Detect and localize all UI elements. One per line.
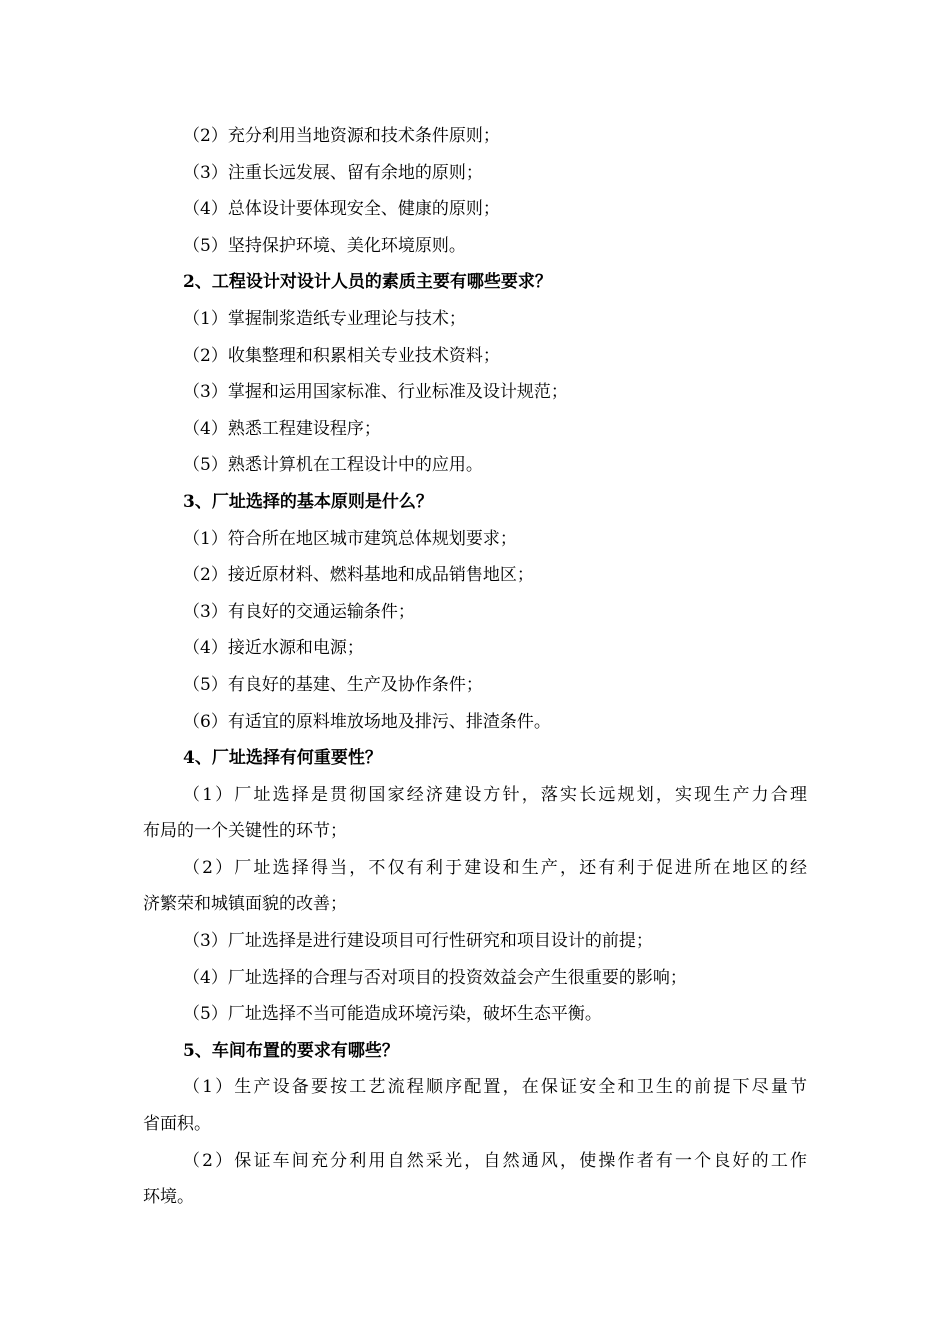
section-heading: 4、厂址选择有何重要性？ <box>183 748 382 769</box>
list-item: （4）接近水源和电源； <box>183 638 364 659</box>
section-heading: 3、厂址选择的基本原则是什么？ <box>183 491 433 512</box>
list-item: （2）接近原材料、燃料基地和成品销售地区； <box>183 565 534 586</box>
section-heading: 5、车间布置的要求有哪些？ <box>183 1040 399 1061</box>
list-item: （3）有良好的交通运输条件； <box>183 601 415 622</box>
list-item: （4）熟悉工程建设程序； <box>183 418 381 439</box>
paragraph-line: （1）厂址选择是贯彻国家经济建设方针，落实长远规划，实现生产力合理 <box>183 784 807 805</box>
document-page <box>143 118 807 1216</box>
list-item: （5）坚持保护环境、美化环境原则。 <box>183 235 466 256</box>
list-item: （3）掌握和运用国家标准、行业标准及设计规范； <box>183 382 568 403</box>
list-item: （6）有适宜的原料堆放场地及排污、排渣条件。 <box>183 711 551 732</box>
list-item: （3）厂址选择是进行建设项目可行性研究和项目设计的前提； <box>183 931 653 952</box>
paragraph-line: （2）厂址选择得当，不仅有利于建设和生产，还有利于促进所在地区的经 <box>183 857 807 878</box>
paragraph-line: 布局的一个关键性的环节； <box>143 821 347 842</box>
paragraph-line: （1）生产设备要按工艺流程顺序配置，在保证安全和卫生的前提下尽量节 <box>183 1077 807 1098</box>
section-heading: 2、工程设计对设计人员的素质主要有哪些要求？ <box>183 272 552 293</box>
paragraph-line: 省面积。 <box>143 1114 211 1135</box>
list-item: （4）总体设计要体现安全、健康的原则； <box>183 199 500 220</box>
paragraph-line: （2）保证车间充分利用自然采光，自然通风，使操作者有一个良好的工作 <box>183 1150 807 1171</box>
list-item: （4）厂址选择的合理与否对项目的投资效益会产生很重要的影响； <box>183 967 687 988</box>
paragraph-line: 济繁荣和城镇面貌的改善； <box>143 894 347 915</box>
paragraph-line: 环境。 <box>143 1187 194 1208</box>
list-item: （5）熟悉计算机在工程设计中的应用。 <box>183 455 483 476</box>
list-item: （2）充分利用当地资源和技术条件原则； <box>183 126 500 146</box>
list-item: （3）注重长远发展、留有余地的原则； <box>183 162 483 183</box>
list-item: （1）符合所在地区城市建筑总体规划要求； <box>183 528 517 549</box>
list-item: （5）厂址选择不当可能造成环境污染，破坏生态平衡。 <box>183 1004 602 1025</box>
list-item: （1）掌握制浆造纸专业理论与技术； <box>183 308 466 329</box>
list-item: （2）收集整理和积累相关专业技术资料； <box>183 345 500 366</box>
list-item: （5）有良好的基建、生产及协作条件； <box>183 674 483 695</box>
